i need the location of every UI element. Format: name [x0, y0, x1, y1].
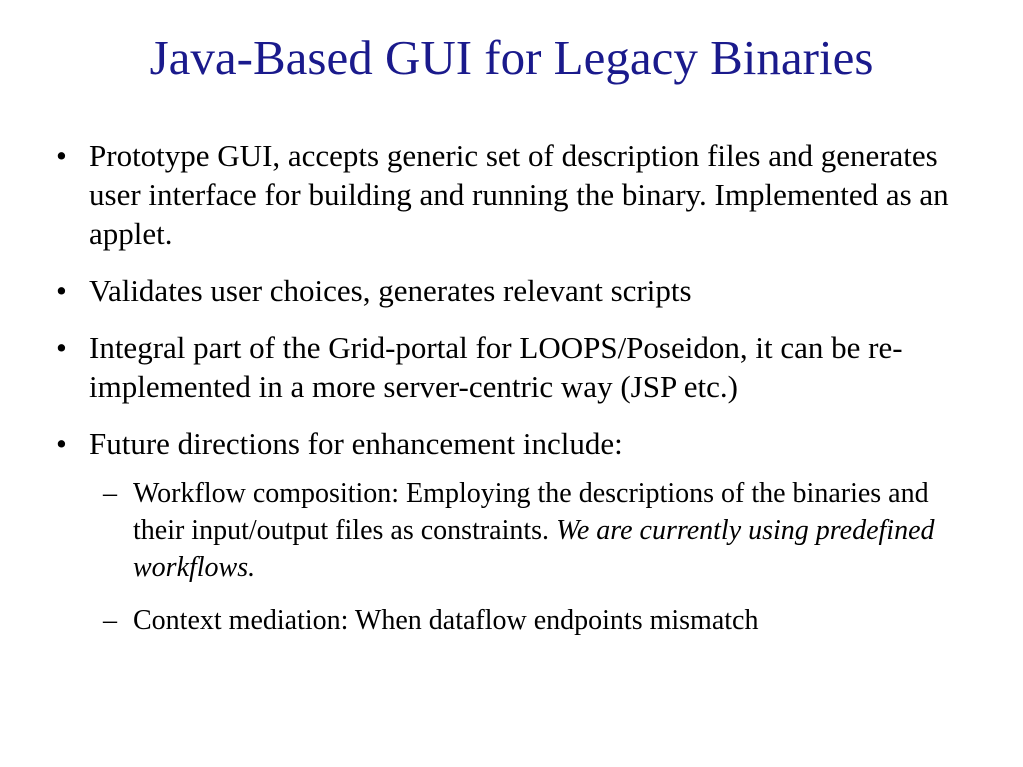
- bullet-marker: •: [56, 426, 67, 461]
- slide-title: Java-Based GUI for Legacy Binaries: [149, 30, 874, 85]
- bullet-text: Future directions for enhancement include:: [89, 426, 623, 461]
- bullet-item-integral: [56, 328, 976, 406]
- sub-bullet-item-context: [89, 602, 976, 639]
- bullet-text: Prototype GUI, accepts generic set of description files and generates user interface for building and running the binary. Implemented as an applet.: [89, 138, 949, 251]
- sub-bullet-marker: –: [103, 478, 117, 509]
- sub-bullet-item-workflow: [89, 475, 976, 586]
- sub-bullet-text: Workflow composition: Employing the descriptions of the binaries and their input/output files as constraints.: [133, 478, 929, 546]
- bullet-item-future: [56, 424, 976, 639]
- sub-bullet-italic-text: We are currently using predefined workflows.: [133, 515, 935, 583]
- bullet-marker: •: [56, 138, 67, 173]
- sub-bullet-text: Context mediation: When dataflow endpoints mismatch: [133, 605, 759, 636]
- bullet-marker: •: [56, 273, 67, 308]
- bullet-text: Validates user choices, generates relevant scripts: [89, 273, 692, 308]
- bullet-item-validates: [56, 271, 976, 310]
- bullet-list: [56, 136, 976, 657]
- bullet-text: Integral part of the Grid-portal for LOOPS/Poseidon, it can be re-implemented in a more server-centric way (JSP etc.): [89, 330, 903, 404]
- sub-bullet-marker: –: [103, 605, 117, 636]
- bullet-item-prototype: [56, 136, 976, 253]
- sub-bullet-list: [89, 475, 976, 639]
- bullet-marker: •: [56, 330, 67, 365]
